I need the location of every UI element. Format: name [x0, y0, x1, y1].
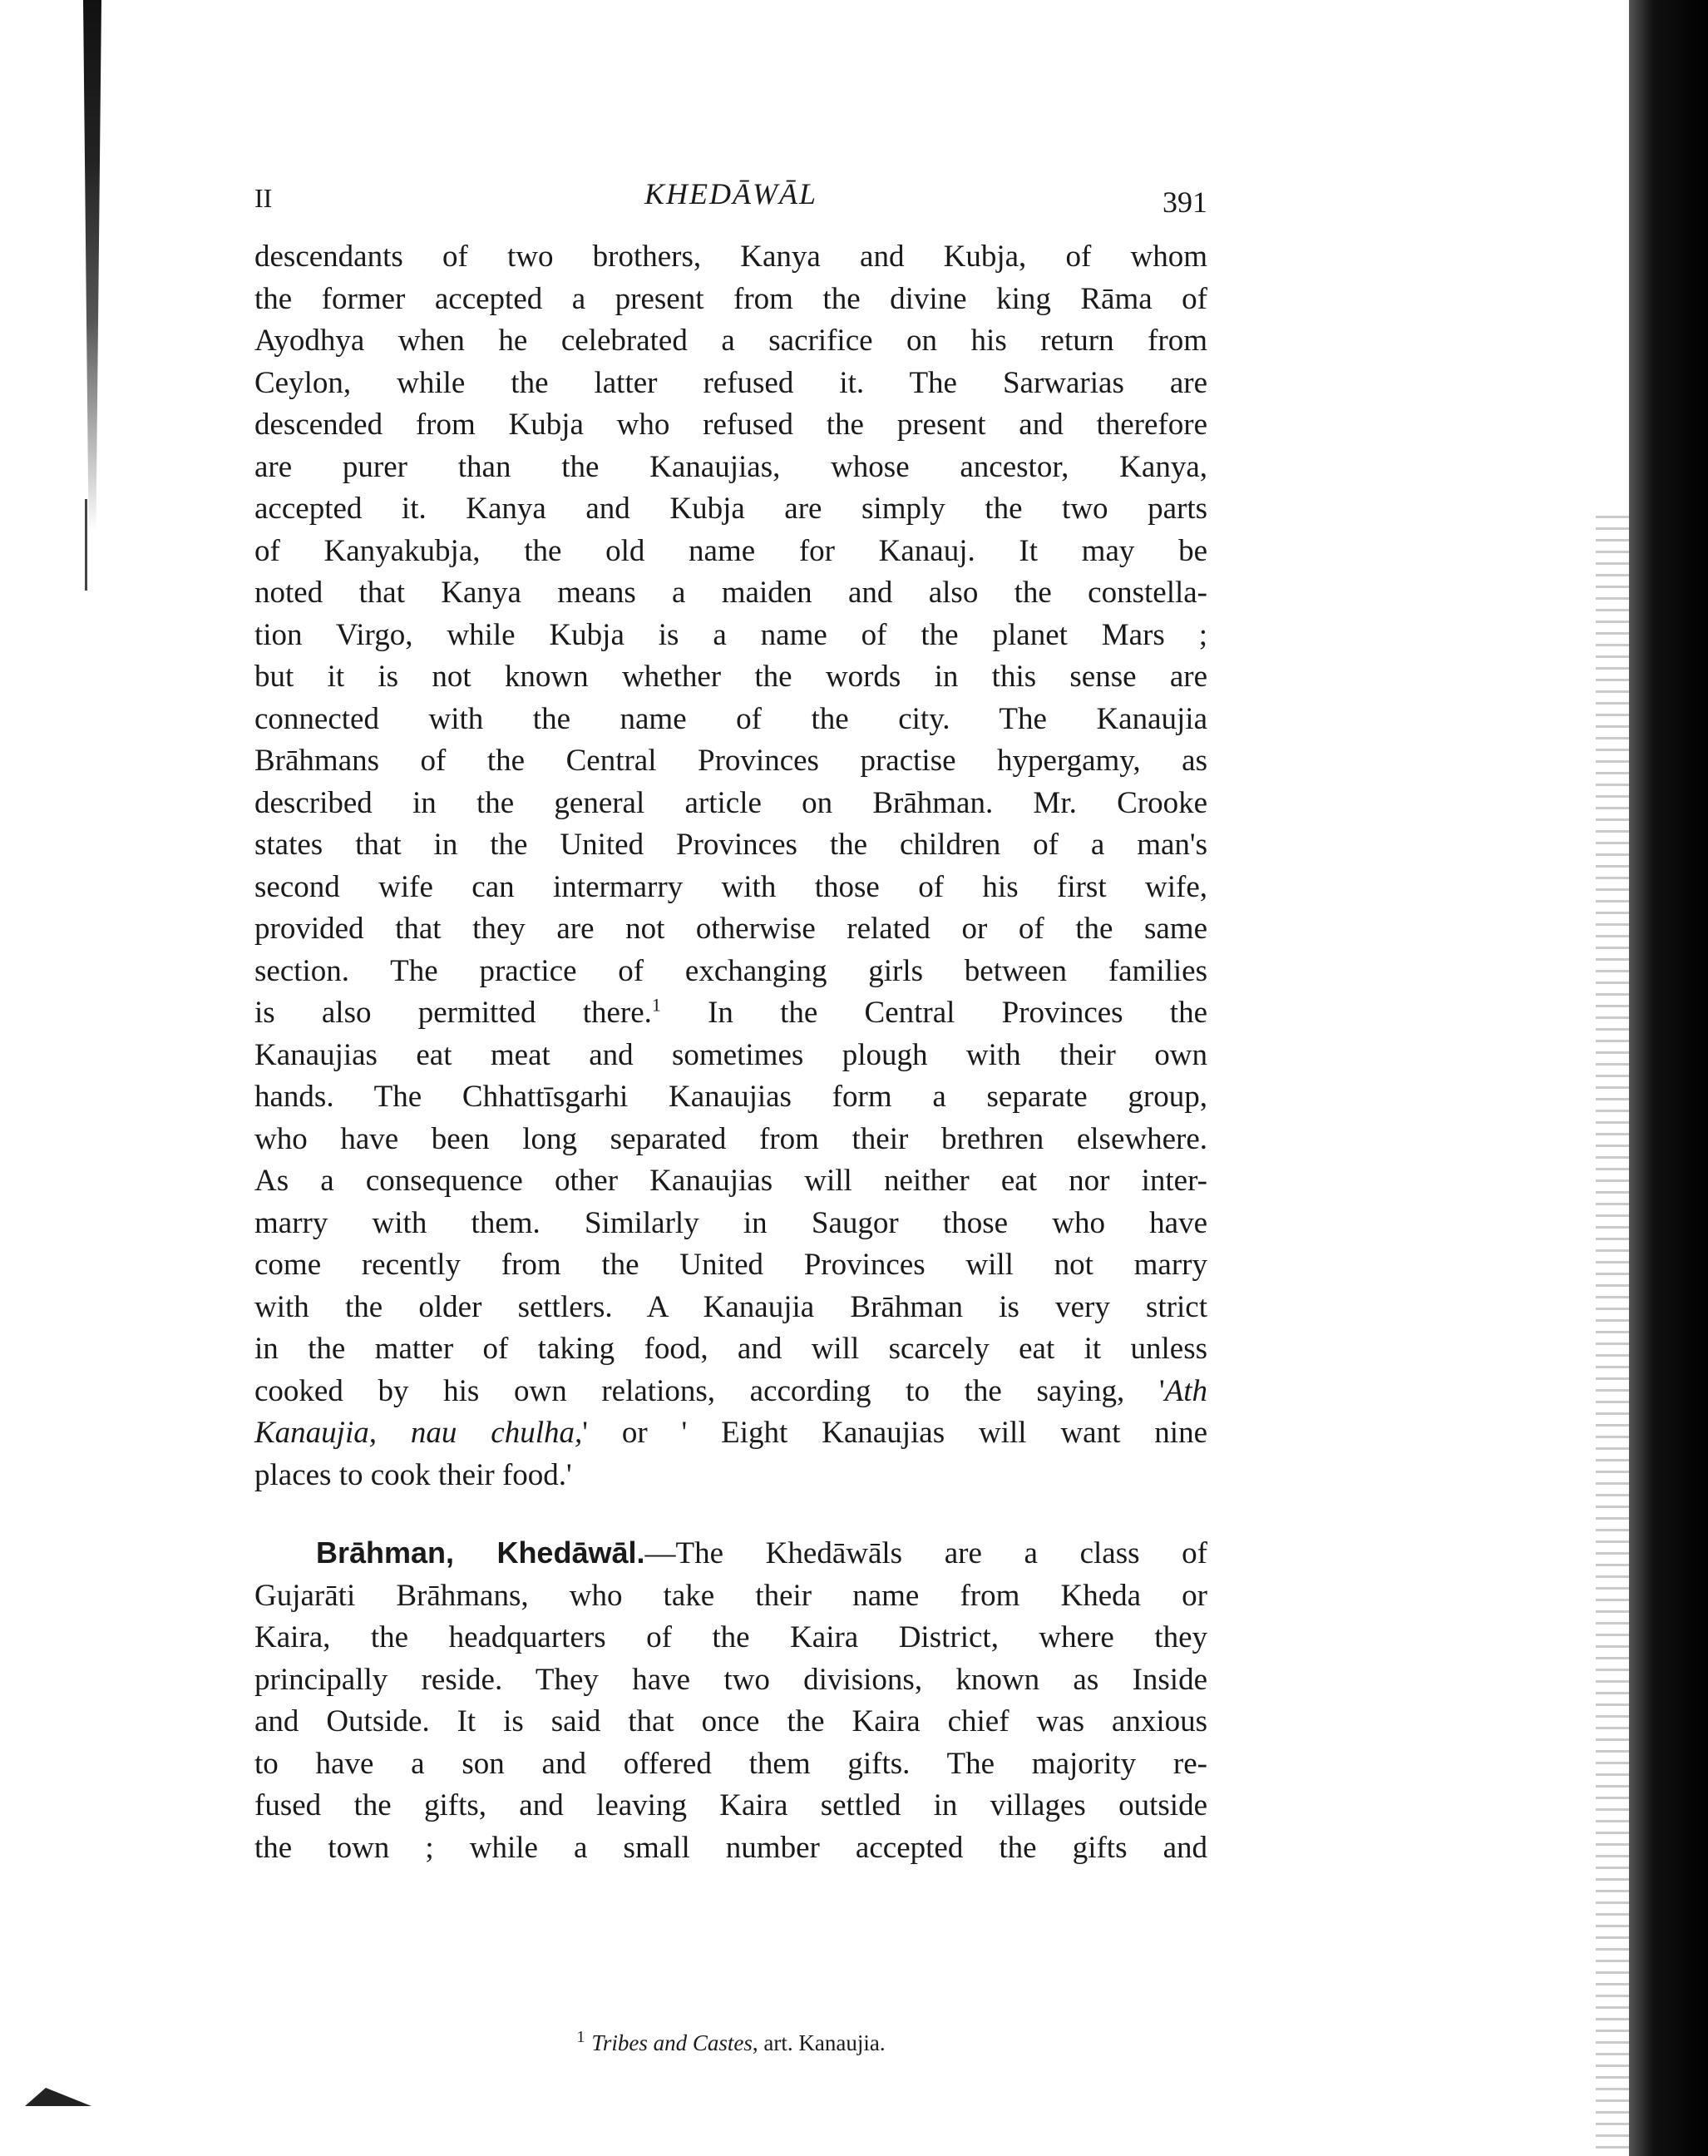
text-line: connected with the name of the city. The Kanaujia: [254, 701, 1207, 736]
footnote-text: , art. Kanaujia.: [752, 2030, 886, 2055]
text-line: accepted it. Kanya and Kubja are simply the two parts: [254, 492, 1207, 526]
footnote-title: Tribes and Castes: [591, 2030, 753, 2055]
text-segment: is also permitted there.: [254, 996, 652, 1030]
text-line: fused the gifts, and leaving Kaira settled in villages outside: [254, 1788, 1207, 1822]
text-line: [254, 1371, 1207, 1413]
text-line: described in the general article on Brāhman. Mr. Crooke: [254, 785, 1207, 820]
paragraph-kanaujia: [254, 236, 1207, 1496]
text-line: Kanaujias eat meat and sometimes plough with their own: [254, 1037, 1207, 1072]
corner-mark: [25, 2088, 91, 2106]
text-line: [254, 1412, 1207, 1455]
text-line: principally reside. They have two divisions, known as Inside: [254, 1662, 1207, 1697]
text-line: in the matter of taking food, and will scarcely eat it unless: [254, 1332, 1207, 1366]
text-line: Brāhmans of the Central Provinces practise hypergamy, as: [254, 744, 1207, 778]
page-number: 391: [1163, 185, 1207, 219]
text-line: the town ; while a small number accepted the gifts and: [254, 1830, 1207, 1865]
text-line: Gujarāti Brāhmans, who take their name from Kheda or: [254, 1578, 1207, 1613]
text-line: but it is not known whether the words in this sense are: [254, 660, 1207, 694]
text-line: and Outside. It is said that once the Kaira chief was anxious: [254, 1704, 1207, 1738]
text-line: descended from Kubja who refused the present and therefore: [254, 408, 1207, 442]
running-header: [254, 176, 1207, 220]
text-line: provided that they are not otherwise related or of the same: [254, 912, 1207, 946]
footnote: [254, 2028, 1207, 2056]
text-line: come recently from the United Provinces will not marry: [254, 1248, 1207, 1282]
text-segment: cooked by his own relations, according to the saying, ': [254, 1373, 1165, 1408]
text-line: the former accepted a present from the divine king Rāma of: [254, 281, 1207, 316]
page-edge-fringe-right: [1596, 516, 1629, 2156]
text-line: who have been long separated from their brethren elsewhere.: [254, 1121, 1207, 1156]
text-line: As a consequence other Kanaujias will neither eat nor inter-: [254, 1164, 1207, 1198]
text-line: to have a son and offered them gifts. The majority re-: [254, 1746, 1207, 1781]
page-edge-shadow-left: [83, 0, 101, 532]
text-segment: —The Khedāwāls are a class of: [644, 1536, 1207, 1570]
italic-phrase: Kanaujia, nau chulha,: [254, 1416, 583, 1450]
footnote-reference: 1: [651, 994, 661, 1016]
text-line: Ceylon, while the latter refused it. The Sarwarias are: [254, 365, 1207, 400]
running-title: KHEDĀWĀL: [644, 177, 817, 210]
text-line: places to cook their food.': [254, 1457, 572, 1492]
text-line: Kaira, the headquarters of the Kaira District, where they: [254, 1620, 1207, 1654]
text-line: are purer than the Kanaujias, whose ancestor, Kanya,: [254, 449, 1207, 484]
text-line: descendants of two brothers, Kanya and Kubja, of whom: [254, 240, 1207, 274]
text-line: hands. The Chhattīsgarhi Kanaujias form a separate group,: [254, 1080, 1207, 1114]
text-line: with the older settlers. A Kanaujia Brāhman is very strict: [254, 1289, 1207, 1324]
italic-phrase: Ath: [1164, 1373, 1207, 1408]
text-line: second wife can intermarry with those of his first wife,: [254, 869, 1207, 904]
footnote-mark: 1: [576, 2028, 585, 2046]
chapter-number: II: [254, 183, 273, 213]
text-line: marry with them. Similarly in Saugor those who have: [254, 1205, 1207, 1240]
text-line-with-footnote: [254, 992, 1207, 1035]
text-line: noted that Kanya means a maiden and also the constella-: [254, 576, 1207, 610]
paragraph-khedawal: [254, 1532, 1207, 1869]
page-edge-line-left: [85, 499, 87, 591]
text-segment: In the Central Provinces the: [660, 996, 1207, 1030]
entry-heading-line: [254, 1532, 1207, 1575]
text-line: Ayodhya when he celebrated a sacrifice on his return from: [254, 324, 1207, 358]
text-line: section. The practice of exchanging girls between families: [254, 953, 1207, 988]
entry-heading: Brāhman, Khedāwāl.: [316, 1535, 645, 1570]
text-line: tion Virgo, while Kubja is a name of the planet Mars ;: [254, 617, 1207, 652]
text-line: states that in the United Provinces the children of a man's: [254, 828, 1207, 862]
text-segment: ' or ' Eight Kanaujias will want nine: [582, 1416, 1207, 1450]
text-line: of Kanyakubja, the old name for Kanauj. It may be: [254, 533, 1207, 568]
page-edge-shadow-right: [1629, 0, 1708, 2156]
